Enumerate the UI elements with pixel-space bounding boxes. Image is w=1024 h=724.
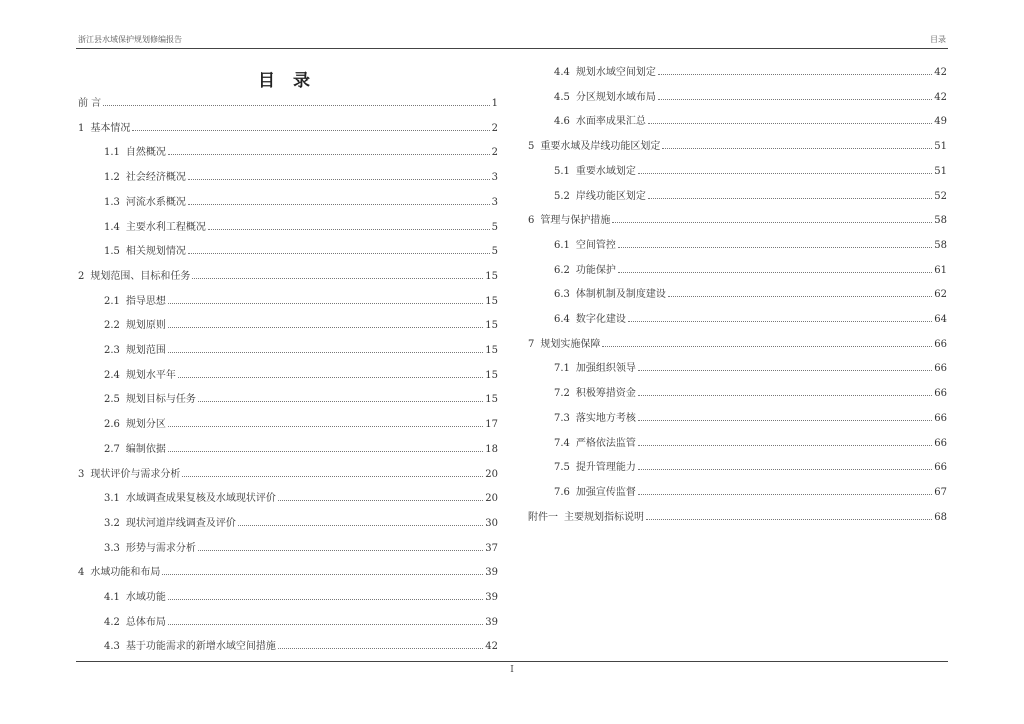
toc-entry-text: 重要水域划定: [575, 165, 636, 177]
toc-entry[interactable]: [104, 293, 498, 307]
toc-entry-text: 提升管理能力: [575, 462, 636, 474]
toc-entry-text: 功能保护: [575, 264, 616, 276]
toc-entry-label: [104, 168, 186, 183]
toc-entry-label: [78, 563, 160, 578]
toc-entry-label: [554, 434, 636, 449]
toc-page-number: 64: [934, 314, 947, 325]
toc-dot-leader: [278, 500, 483, 501]
toc-entry-number: 3.2: [104, 517, 120, 529]
toc-dot-leader: [198, 550, 483, 551]
toc-entry-number: 3: [78, 468, 85, 480]
toc-dot-leader: [638, 395, 932, 396]
toc-page-number: 30: [485, 517, 498, 529]
toc-entry-number: 6.2: [554, 264, 570, 276]
toc-entry-text: 规划水域空间划定: [575, 67, 656, 78]
toc-dot-leader: [188, 253, 490, 254]
toc-page-number: 39: [485, 616, 498, 628]
toc-entry-label: [554, 63, 656, 78]
toc-entry-text: 加强组织领导: [575, 363, 636, 375]
toc-dot-leader: [638, 370, 932, 371]
toc-entry[interactable]: [554, 410, 947, 424]
toc-entry-text: 规划实施保障: [540, 338, 601, 350]
toc-entry-number: 3.3: [104, 542, 120, 554]
toc-page-number: 15: [485, 270, 498, 282]
toc-dot-leader: [198, 401, 483, 402]
toc-entry[interactable]: [528, 212, 947, 226]
toc-entry-number: 4: [78, 567, 85, 579]
toc-entry-label: [554, 359, 636, 374]
toc-entry-text: 加强宣传监督: [575, 486, 636, 498]
toc-entry-number: 5.1: [554, 165, 570, 177]
toc-dot-leader: [178, 377, 483, 378]
toc-page-number: 67: [934, 486, 947, 498]
toc-dot-leader: [662, 148, 932, 149]
toc-entry-number: 7.2: [554, 388, 570, 400]
toc-entry-label: [104, 341, 166, 356]
toc-page-number: 62: [934, 289, 947, 301]
toc-page-number: 39: [485, 592, 498, 603]
toc-dot-leader: [658, 99, 932, 100]
toc-entry-label: [528, 508, 644, 523]
toc-dot-leader: [182, 476, 483, 477]
toc-dot-leader: [648, 123, 932, 124]
toc-entry-label: [554, 112, 646, 127]
toc-dot-leader: [188, 179, 490, 180]
toc-dot-leader: [638, 173, 932, 174]
toc-left-column: [78, 95, 498, 655]
toc-entry-label: [554, 285, 666, 300]
toc-entry-number: 4.1: [104, 592, 120, 603]
toc-entry-label: [104, 143, 166, 158]
toc-page-number: 5: [491, 221, 498, 233]
toc-entry[interactable]: [104, 441, 498, 455]
toc-entry-text: 水域功能: [125, 592, 166, 603]
toc-page-number: 20: [485, 493, 498, 505]
toc-page-number: 61: [934, 264, 947, 276]
toc-dot-leader: [648, 198, 932, 199]
toc-dot-leader: [168, 154, 490, 155]
toc-entry-text: 体制机制及制度建设: [575, 289, 666, 301]
toc-entry-number: 2.4: [104, 369, 120, 381]
toc-entry[interactable]: [104, 169, 498, 183]
toc-entry-text: 岸线功能区划定: [575, 190, 646, 202]
toc-entry[interactable]: [554, 459, 947, 473]
toc-entry-number: 7.1: [554, 363, 570, 375]
toc-dot-leader: [162, 574, 483, 575]
toc-dot-leader: [658, 74, 932, 75]
toc-entry[interactable]: [78, 120, 498, 134]
toc-entry-text: 前 言: [78, 98, 102, 109]
toc-entry-label: [528, 137, 660, 152]
toc-entry-text: 管理与保护措施: [540, 215, 611, 227]
toc-entry-text: 水域功能和布局: [90, 567, 161, 579]
toc-entry-number: 6.3: [554, 289, 570, 301]
toc-entry-label: [554, 236, 616, 251]
page-title: 目 录: [258, 71, 316, 91]
toc-entry-label: [104, 539, 196, 554]
toc-page-number: 20: [485, 468, 498, 480]
toc-entry-number: 6.1: [554, 239, 570, 251]
toc-entry-number: 1.3: [104, 196, 120, 208]
toc-entry-text: 指导思想: [125, 295, 166, 307]
toc-page-number: 66: [934, 462, 947, 474]
toc-dot-leader: [618, 247, 932, 248]
toc-dot-leader: [168, 624, 483, 625]
toc-entry[interactable]: [104, 194, 498, 208]
toc-entry[interactable]: [554, 64, 947, 78]
toc-entry-label: [104, 514, 236, 529]
toc-entry-text: 规划原则: [125, 320, 166, 332]
toc-entry-text: 形势与需求分析: [125, 542, 196, 554]
toc-entry-number: 4.3: [104, 641, 120, 653]
toc-page-number: 39: [485, 567, 498, 579]
toc-entry-number: 1.4: [104, 221, 120, 233]
toc-entry-label: [528, 211, 610, 226]
toc-page-number: 42: [934, 67, 947, 78]
toc-entry[interactable]: [104, 243, 498, 257]
toc-entry-number: 2.2: [104, 320, 120, 332]
toc-entry-label: [104, 242, 186, 257]
toc-page-number: 66: [934, 437, 947, 449]
toc-entry-text: 规划范围、目标和任务: [90, 270, 191, 282]
toc-page-number: 42: [485, 641, 498, 653]
toc-entry[interactable]: [104, 638, 498, 652]
toc-entry-number: 7.4: [554, 437, 570, 449]
toc-entry-label: [554, 483, 636, 498]
toc-entry-text: 相关规划情况: [125, 246, 186, 258]
toc-entry-label: [104, 193, 186, 208]
footer-rule: [76, 661, 948, 662]
toc-dot-leader: [638, 469, 932, 470]
toc-dot-leader: [132, 130, 489, 131]
toc-entry-number: 2.1: [104, 295, 120, 307]
toc-entry[interactable]: [104, 540, 498, 554]
toc-entry-text: 主要水利工程概况: [125, 221, 206, 233]
toc-entry[interactable]: [104, 614, 498, 628]
toc-entry-number: 1.5: [104, 246, 120, 258]
toc-entry[interactable]: [104, 144, 498, 158]
toc-entry-text: 规划分区: [125, 419, 166, 431]
toc-dot-leader: [278, 648, 483, 649]
toc-entry-number: 3.1: [104, 493, 120, 505]
toc-dot-leader: [646, 519, 932, 520]
toc-entry[interactable]: [554, 484, 947, 498]
toc-entry-number: 7: [528, 338, 535, 350]
toc-dot-leader: [168, 599, 483, 600]
toc-dot-leader: [168, 327, 483, 328]
toc-page-number: 15: [485, 345, 498, 356]
toc-entry[interactable]: [104, 416, 498, 430]
toc-entry[interactable]: [104, 367, 498, 381]
toc-page-number: 15: [485, 320, 498, 332]
toc-page-number: 52: [934, 190, 947, 202]
toc-entry[interactable]: [554, 163, 947, 177]
toc-entry-number: 7.3: [554, 412, 570, 424]
toc-entry[interactable]: [554, 286, 947, 300]
toc-entry-number: 附件一: [528, 511, 558, 523]
toc-page-number: 58: [934, 215, 947, 227]
toc-entry-label: [104, 440, 166, 455]
toc-page-number: 3: [491, 172, 498, 184]
running-header-title: 浙江县水域保护规划修编报告: [78, 35, 182, 44]
toc-dot-leader: [208, 229, 490, 230]
toc-entry-text: 河流水系概况: [125, 196, 186, 208]
toc-entry-text: 基本情况: [90, 122, 131, 134]
toc-entry[interactable]: [528, 509, 947, 523]
toc-entry[interactable]: [78, 268, 498, 282]
toc-entry-label: [78, 465, 180, 480]
toc-entry-label: [554, 384, 636, 399]
toc-entry-label: [554, 409, 636, 424]
toc-dot-leader: [168, 451, 483, 452]
toc-entry-text: 现状评价与需求分析: [90, 468, 181, 480]
toc-page-number: 15: [485, 369, 498, 381]
toc-entry-number: 5: [528, 141, 535, 153]
toc-entry-label: [78, 94, 101, 109]
toc-page-number: 3: [491, 196, 498, 208]
toc-entry[interactable]: [554, 89, 947, 103]
toc-entry[interactable]: [528, 138, 947, 152]
toc-entry-number: 1.1: [104, 147, 120, 159]
toc-entry-text: 现状河道岸线调查及评价: [125, 517, 236, 529]
toc-entry[interactable]: [554, 237, 947, 251]
toc-entry-label: [554, 88, 656, 103]
toc-entry-label: [528, 335, 600, 350]
toc-entry[interactable]: [78, 466, 498, 480]
toc-dot-leader: [188, 204, 490, 205]
toc-dot-leader: [168, 303, 483, 304]
toc-entry[interactable]: [78, 95, 498, 109]
toc-entry-text: 规划目标与任务: [125, 394, 196, 406]
toc-entry-number: 4.2: [104, 616, 120, 628]
toc-page-number: 2: [491, 122, 498, 134]
toc-entry-label: [78, 119, 130, 134]
toc-entry-text: 总体布局: [125, 616, 166, 628]
toc-entry-number: 2.6: [104, 419, 120, 431]
header-rule: [76, 48, 948, 49]
toc-entry-label: [104, 613, 166, 628]
toc-dot-leader: [612, 222, 932, 223]
toc-page-number: 15: [485, 394, 498, 406]
toc-entry-label: [104, 489, 276, 504]
toc-dot-leader: [103, 105, 489, 106]
toc-entry[interactable]: [554, 113, 947, 127]
toc-page-number: 51: [934, 141, 947, 153]
toc-dot-leader: [638, 445, 932, 446]
toc-entry[interactable]: [104, 490, 498, 504]
toc-page-number: 68: [934, 511, 947, 523]
toc-dot-leader: [618, 272, 932, 273]
toc-dot-leader: [638, 494, 932, 495]
toc-page-number: 17: [485, 419, 498, 431]
toc-entry-label: [554, 187, 646, 202]
toc-page-number: 1: [491, 98, 498, 109]
page-number: I: [510, 665, 514, 675]
toc-entry-text: 重要水域及岸线功能区划定: [540, 141, 661, 153]
toc-dot-leader: [628, 321, 932, 322]
toc-entry[interactable]: [528, 336, 947, 350]
toc-entry-label: [554, 310, 626, 325]
toc-entry[interactable]: [554, 262, 947, 276]
toc-dot-leader: [602, 346, 932, 347]
toc-entry-text: 编制依据: [125, 443, 166, 455]
toc-entry-number: 1: [78, 122, 85, 134]
toc-entry[interactable]: [78, 564, 498, 578]
toc-entry[interactable]: [104, 515, 498, 529]
toc-entry-label: [554, 261, 616, 276]
toc-entry-number: 2.7: [104, 443, 120, 455]
toc-entry-label: [104, 390, 196, 405]
toc-page-number: 37: [485, 542, 498, 554]
toc-entry-number: 5.2: [554, 190, 570, 202]
toc-entry-label: [104, 415, 166, 430]
toc-page-number: 66: [934, 363, 947, 375]
toc-right-column: [528, 64, 947, 534]
toc-entry[interactable]: [104, 317, 498, 331]
toc-entry-text: 基于功能需求的新增水域空间措施: [125, 641, 276, 653]
toc-entry-text: 主要规划指标说明: [564, 511, 644, 523]
toc-entry-number: 2.3: [104, 345, 120, 356]
toc-entry-number: 6.4: [554, 314, 570, 325]
toc-entry-label: [554, 458, 636, 473]
toc-entry[interactable]: [554, 435, 947, 449]
toc-entry-number: 2.5: [104, 394, 120, 406]
toc-page-number: 18: [485, 443, 498, 455]
toc-entry-number: 6: [528, 215, 535, 227]
toc-entry-number: 2: [78, 270, 85, 282]
toc-entry-label: [104, 637, 276, 652]
toc-entry-text: 水域调查成果复核及水域现状评价: [125, 493, 276, 505]
toc-entry-text: 积极筹措资金: [575, 388, 636, 400]
toc-dot-leader: [168, 426, 483, 427]
toc-entry[interactable]: [554, 385, 947, 399]
toc-page-number: 5: [491, 246, 498, 258]
toc-entry-label: [104, 218, 206, 233]
toc-entry-label: [78, 267, 190, 282]
toc-entry-text: 社会经济概况: [125, 172, 186, 184]
toc-entry-number: 7.6: [554, 486, 570, 498]
toc-entry-label: [554, 162, 636, 177]
toc-dot-leader: [668, 296, 932, 297]
toc-entry-label: [104, 316, 166, 331]
toc-page-number: 15: [485, 295, 498, 307]
toc-page-number: 42: [934, 91, 947, 103]
toc-entry[interactable]: [104, 391, 498, 405]
toc-entry[interactable]: [554, 188, 947, 202]
toc-entry-text: 规划水平年: [125, 369, 176, 381]
toc-dot-leader: [192, 278, 483, 279]
toc-entry-text: 严格依法监管: [575, 437, 636, 449]
toc-entry-text: 落实地方考核: [575, 412, 636, 424]
toc-entry-number: 4.5: [554, 91, 570, 103]
toc-dot-leader: [238, 525, 483, 526]
toc-entry-text: 自然概况: [125, 147, 166, 159]
toc-entry-text: 水面率成果汇总: [575, 116, 646, 128]
toc-entry-text: 数字化建设: [575, 314, 626, 325]
toc-entry-label: [104, 366, 176, 381]
toc-page-number: 51: [934, 165, 947, 177]
toc-entry-label: [104, 588, 166, 603]
toc-dot-leader: [638, 420, 932, 421]
toc-entry[interactable]: [554, 360, 947, 374]
running-header-section: 目录: [930, 35, 946, 44]
toc-entry-text: 空间管控: [575, 239, 616, 251]
toc-entry-number: 4.6: [554, 116, 570, 128]
toc-page-number: 66: [934, 412, 947, 424]
toc-entry-label: [104, 292, 166, 307]
toc-page-number: 49: [934, 116, 947, 128]
toc-dot-leader: [168, 352, 483, 353]
toc-entry[interactable]: [104, 219, 498, 233]
toc-entry-number: 7.5: [554, 462, 570, 474]
toc-page-number: 2: [491, 147, 498, 159]
toc-entry[interactable]: [554, 311, 947, 325]
toc-entry-number: 1.2: [104, 172, 120, 184]
toc-page-number: 66: [934, 338, 947, 350]
toc-entry[interactable]: [104, 342, 498, 356]
toc-entry-text: 分区规划水域布局: [575, 91, 656, 103]
toc-page-number: 66: [934, 388, 947, 400]
toc-entry-text: 规划范围: [125, 345, 166, 356]
toc-page-number: 58: [934, 239, 947, 251]
toc-entry[interactable]: [104, 589, 498, 603]
toc-entry-number: 4.4: [554, 67, 570, 78]
